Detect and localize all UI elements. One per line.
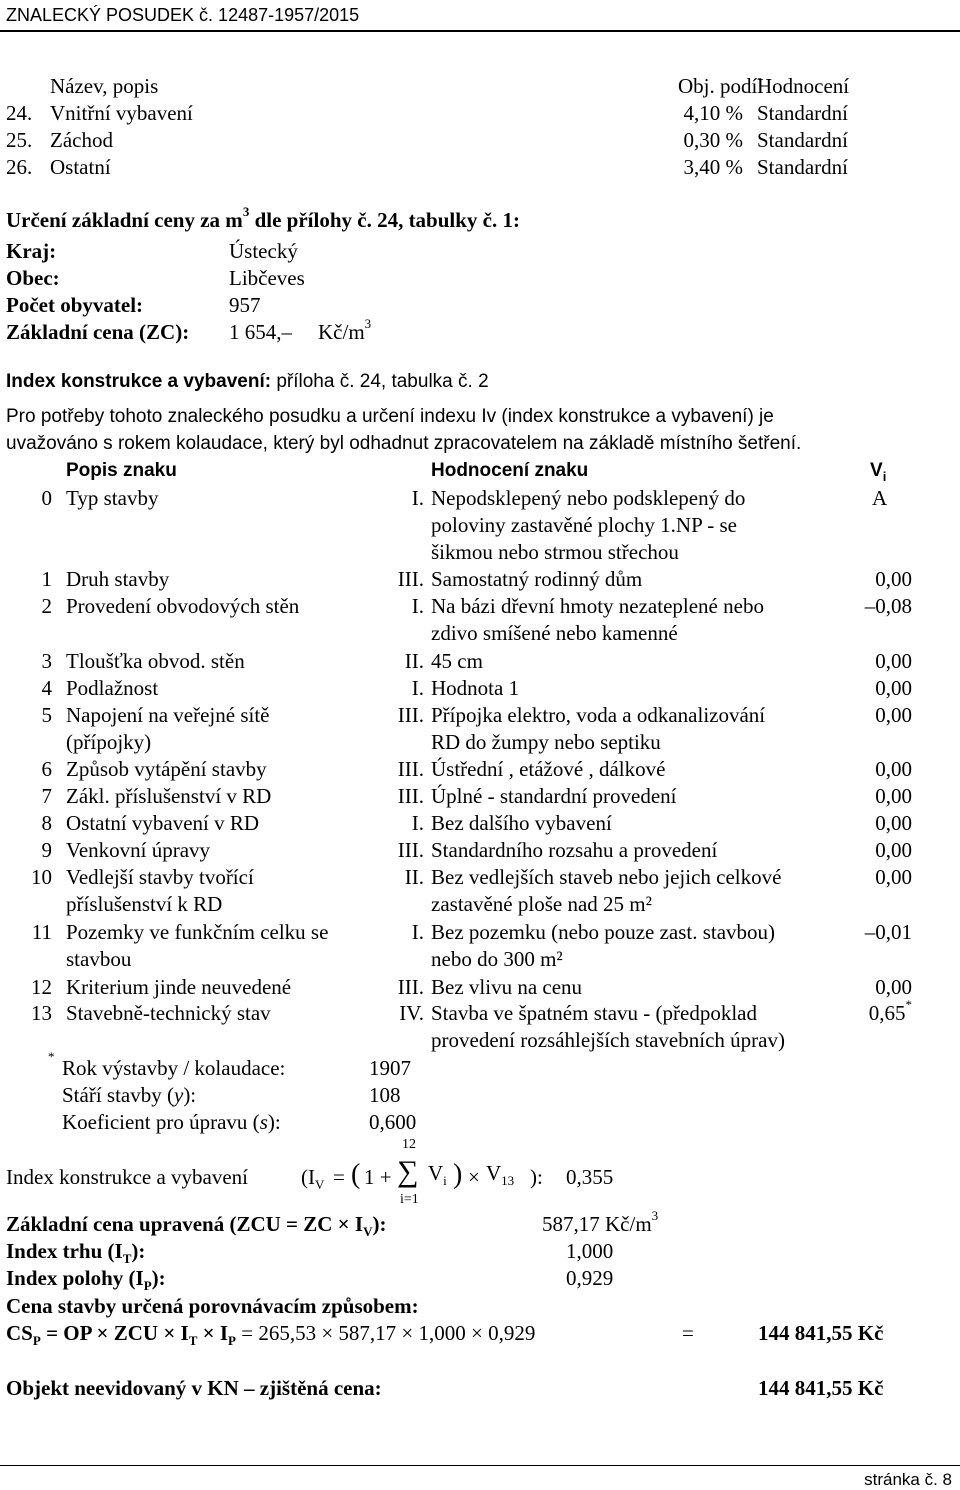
col-rating-header: Hodnocení	[757, 74, 850, 98]
index-row-value: 0,00	[875, 676, 912, 700]
index-row-number: 11	[31, 920, 52, 944]
formula-label: Index konstrukce a vybavení	[6, 1165, 249, 1189]
index-row-value: 0,00	[875, 784, 912, 808]
equipment-row-number: 24.	[6, 101, 33, 125]
final-label: Objekt neevidovaný v KN – zjištěná cena:	[6, 1376, 382, 1400]
formula-eq: =	[333, 1165, 345, 1189]
age-value: 108	[369, 1083, 401, 1107]
index-row-eval-cont: zastavěné ploše nad 25 m²	[431, 892, 652, 916]
index-row-number: 13	[31, 1001, 52, 1025]
equipment-row-name: Vnitřní vybavení	[50, 101, 193, 125]
index-row-eval: Samostatný rodinný dům	[431, 567, 643, 591]
index-row-level: III.	[397, 703, 424, 727]
index-row-sign: Napojení na veřejné sítě	[66, 703, 270, 727]
index-row-eval: Bez vlivu na cenu	[431, 975, 583, 999]
index-row-value: 0,00	[875, 567, 912, 591]
index-row-number: 10	[31, 865, 52, 889]
cs-value: 144 841,55 Kč	[758, 1321, 884, 1345]
index-row-sign: Způsob vytápění stavby	[66, 757, 267, 781]
index-row-number: 8	[41, 811, 52, 835]
index-row-sign: Tloušťka obvod. stěn	[66, 649, 245, 673]
index-row-sign: Podlažnost	[66, 676, 159, 700]
ip-label: Index polohy $(I_P)$:	[6, 1266, 166, 1294]
index-row-eval: Úplné - standardní provedení	[431, 784, 677, 808]
formula-times: ×	[468, 1165, 480, 1189]
coef-value: 0,600	[369, 1110, 417, 1134]
document-title: ZNALECKÝ POSUDEK č. 12487-1957/2015	[6, 5, 360, 25]
zc-value: 1 654,–	[229, 320, 292, 344]
page-header	[0, 0, 960, 32]
col-sign-header: Popis znaku	[66, 460, 177, 481]
index-row-eval: Bez dalšího vybavení	[431, 811, 612, 835]
index-row-number: 7	[41, 784, 52, 808]
equipment-row-rating: Standardní	[757, 101, 848, 125]
index-row-eval-cont: zdivo smíšené nebo kamenné	[431, 621, 678, 645]
index-row-sign: Provedení obvodových stěn	[66, 594, 300, 618]
index-row-value: 0,00	[875, 811, 912, 835]
index-row-value: –0,01	[864, 920, 912, 944]
index-row-eval-cont: poloviny zastavěné plochy 1.NP - se	[431, 513, 737, 537]
index-row-value: 0,00	[875, 649, 912, 673]
equipment-row-rating: Standardní	[757, 128, 848, 152]
age-label: Stáří stavby (y):	[62, 1083, 197, 1107]
equipment-row-number: 25.	[6, 128, 33, 152]
index-row-value: 0,00	[875, 975, 912, 999]
zcu-label: Základní cena upravená (ZCU = ZC × $I_V$):	[6, 1212, 387, 1240]
equipment-row-share: 3,40 %	[683, 155, 743, 179]
index-paragraph-line1: Pro potřeby tohoto znaleckého posudku a určení indexu Iv (index konstrukce a vybavení) je	[6, 406, 774, 427]
index-row-number: 1	[41, 567, 52, 591]
population-value: 957	[229, 293, 261, 317]
index-row-eval: Nepodsklepený nebo podsklepený do	[431, 486, 746, 510]
formula-one: 1 +	[364, 1165, 392, 1189]
equipment-row-name: Záchod	[50, 128, 113, 152]
index-row-sign: Typ stavby	[66, 486, 159, 510]
index-row-eval: Bez vedlejších staveb nebo jejich celkové	[431, 865, 782, 889]
note-star: *	[48, 1049, 55, 1064]
index-row-value: 0,00	[875, 838, 912, 862]
index-row-level: III.	[397, 567, 424, 591]
final-value: 144 841,55 Kč	[758, 1376, 884, 1400]
index-row-level: III.	[397, 838, 424, 862]
index-row-sign-cont: stavbou	[66, 947, 132, 971]
formula-end: ):	[530, 1165, 543, 1189]
formula-value: 0,355	[566, 1165, 614, 1189]
index-row-number: 9	[41, 838, 52, 862]
equipment-row-name: Ostatní	[50, 155, 111, 179]
index-row-sign: Venkovní úpravy	[66, 838, 211, 862]
year-label: Rok výstavby / kolaudace:	[62, 1056, 286, 1080]
index-row-number: 3	[41, 649, 52, 673]
index-row-eval: Hodnota 1	[431, 676, 520, 700]
index-row-number: 12	[31, 975, 52, 999]
index-paragraph-line2: uvažováno s rokem kolaudace, který byl odhadnut zpracovatelem na základě místního šetření.	[6, 433, 802, 454]
formula-iv: ($I_V$	[301, 1165, 325, 1193]
cs-formula: $CS_P$ = OP × ZCU × $I_T \times I_P = 265,53 \times 587,17 \times 1,000 \times 0,929$	[6, 1321, 536, 1349]
cs-heading: Cena stavby určená porovnávacím způsobem:	[6, 1294, 419, 1318]
index-row-eval: Na bázi dřevní hmoty nezateplené nebo	[431, 594, 764, 618]
index-row-sign: Druh stavby	[66, 567, 170, 591]
obec-label: Obec:	[6, 266, 60, 290]
formula-lower: i=1	[400, 1192, 419, 1207]
index-row-sign: Vedlejší stavby tvořící	[66, 865, 254, 889]
coef-label: Koeficient pro úpravu (s):	[62, 1110, 281, 1134]
index-row-level: III.	[397, 757, 424, 781]
index-row-sign-cont: příslušenství k RD	[66, 892, 223, 916]
index-row-eval-cont2: šikmou nebo strmou střechou	[431, 540, 679, 564]
index-row-eval: Přípojka elektro, voda a odkanalizování	[431, 703, 766, 727]
obec-value: Libčeves	[229, 266, 305, 290]
col-share-header: Obj. podíl	[678, 74, 764, 98]
index-row-eval: Standardního rozsahu a provedení	[431, 838, 718, 862]
index-row-sign: Ostatní vybavení v RD	[66, 811, 260, 835]
index-row-value: 0,00	[875, 865, 912, 889]
index-row-eval: Bez pozemku (nebo pouze zast. stavbou)	[431, 920, 776, 944]
index-row-sign: Pozemky ve funkčním celku se	[66, 920, 329, 944]
index-row-number: 2	[41, 594, 52, 618]
population-label: Počet obyvatel:	[6, 293, 144, 317]
index-row-value: 0,00	[875, 703, 912, 727]
index-row-level: I.	[411, 676, 424, 700]
col-name-header: Název, popis	[50, 74, 159, 98]
cs-eq: =	[682, 1321, 694, 1345]
formula-upper: 12	[402, 1137, 416, 1152]
formula-v13: $V_{13}$	[486, 1161, 515, 1189]
index-row-eval: 45 cm	[431, 649, 483, 673]
year-value: 1907	[369, 1056, 411, 1080]
index-row-number: 0	[41, 486, 52, 510]
index-row-eval-cont: RD do žumpy nebo septiku	[431, 730, 661, 754]
index-row-number: 5	[41, 703, 52, 727]
page-number: stránka č. 8	[864, 1470, 952, 1489]
kraj-label: Kraj:	[6, 239, 57, 263]
index-row-sign: Stavebně-technický stav	[66, 1001, 271, 1025]
sum-symbol: ∑	[397, 1155, 419, 1188]
formula-paren-open: (	[351, 1159, 361, 1190]
zcu-value: 587,17 $Kč/m^3$	[542, 1208, 659, 1236]
ip-value: 0,929	[566, 1266, 614, 1290]
index-row-level: II.	[404, 865, 424, 889]
index-row-number: 4	[41, 676, 52, 700]
index-row-value: A	[872, 486, 888, 510]
equipment-row-share: 0,30 %	[683, 128, 743, 152]
index-row-sign: Zákl. příslušenství v RD	[66, 784, 272, 808]
index-row-level: I.	[411, 486, 424, 510]
index-row-level: III.	[397, 975, 424, 999]
index-row-value: 0,00	[875, 757, 912, 781]
index-row-eval: Stavba ve špatném stavu - (předpoklad	[431, 1001, 757, 1025]
formula-paren-close: )	[453, 1159, 463, 1190]
it-label: Index trhu $(I_T)$:	[6, 1239, 146, 1267]
index-row-eval-cont: nebo do 300 m²	[431, 947, 563, 971]
kraj-value: Ústecký	[229, 239, 298, 263]
index-row-number: 6	[41, 757, 52, 781]
col-eval-header: Hodnocení znaku	[431, 460, 589, 481]
zc-label: Základní cena (ZC):	[6, 320, 190, 344]
equipment-row-rating: Standardní	[757, 155, 848, 179]
base-price-heading: Určení základní ceny za $m^3$ dle přílohy č. 24, tabulky č. 1:	[6, 204, 520, 232]
index-row-eval-cont: provedení rozsáhlejších stavebních úprav)	[431, 1028, 785, 1052]
index-row-sign: Kriterium jinde neuvedené	[66, 975, 292, 999]
it-value: 1,000	[566, 1239, 614, 1263]
equipment-row-number: 26.	[6, 155, 33, 179]
index-row-level: III.	[397, 784, 424, 808]
formula-vi: $V_i$	[428, 1161, 447, 1189]
index-row-value: –0,08	[864, 594, 912, 618]
index-row-level: II.	[404, 649, 424, 673]
index-row-level: IV.	[399, 1001, 424, 1025]
equipment-row-share: 4,10 %	[683, 101, 743, 125]
footer-line	[0, 1465, 960, 1466]
index-row-level: I.	[411, 594, 424, 618]
index-row-level: I.	[411, 811, 424, 835]
index-heading: Index konstrukce a vybavení: příloha č. 24, tabulka č. 2	[6, 371, 489, 392]
index-row-value: 0,65*	[868, 997, 912, 1025]
col-v-header: $V_i$	[870, 460, 887, 484]
index-row-eval: Ústřední , etážové , dálkové	[431, 757, 666, 781]
index-row-sign-cont: (přípojky)	[66, 730, 152, 754]
zc-unit: $Kč/m^3$	[318, 316, 372, 344]
index-row-level: I.	[411, 920, 424, 944]
